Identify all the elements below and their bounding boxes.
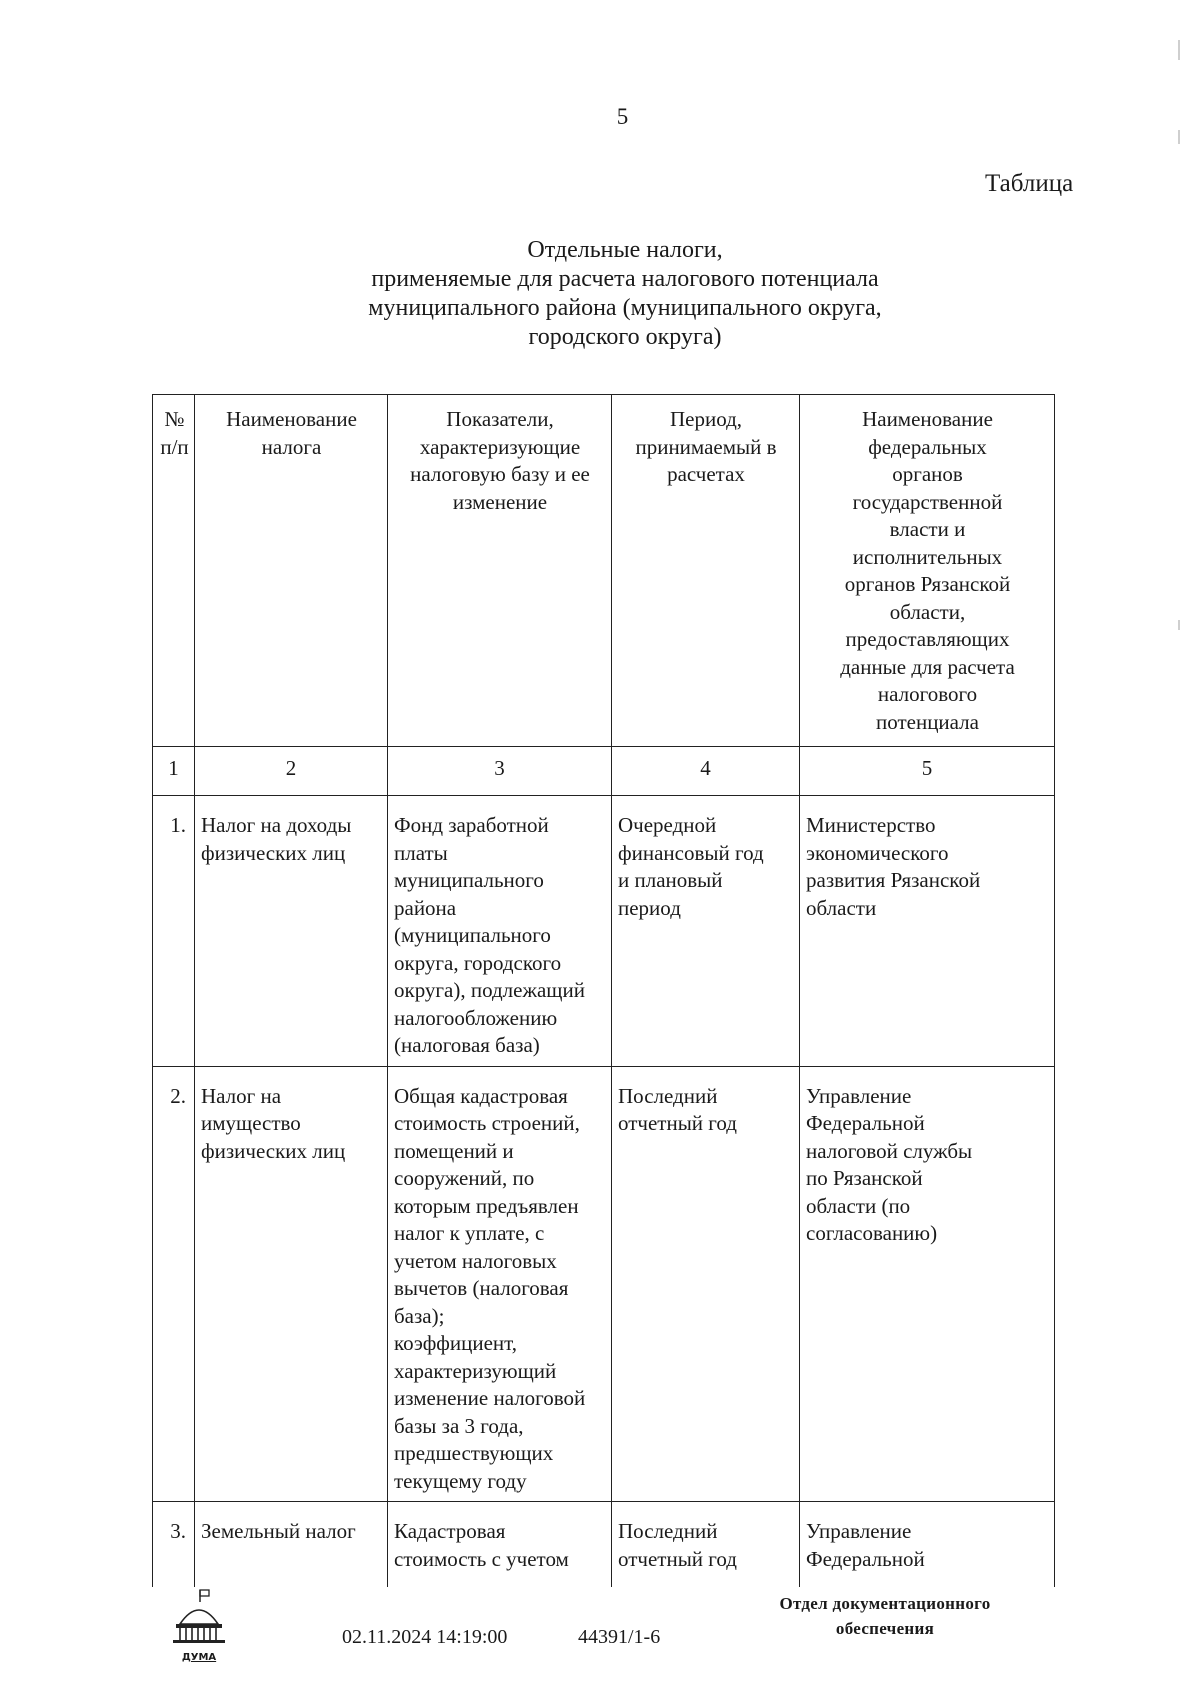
- column-number: 4: [612, 747, 800, 796]
- column-number: 3: [388, 747, 612, 796]
- footer-datetime: 02.11.2024 14:19:00: [342, 1626, 508, 1648]
- table-label: Таблица: [985, 170, 1074, 197]
- column-number: 1: [153, 747, 195, 796]
- title-line: городского округа): [528, 324, 722, 350]
- tax-table: [152, 394, 1055, 1587]
- stamp-line: обеспечения: [835, 1619, 935, 1638]
- row-indicators: Фонд заработной платы муниципального района (муниципального округа, городского округа), подлежащий налогообложению (налоговая база): [388, 796, 612, 1067]
- table-row: [153, 1066, 1055, 1502]
- table-header-row: [153, 395, 1055, 747]
- title-line: применяемые для расчета налогового потенциала: [371, 266, 879, 292]
- page-number: 5: [616, 104, 629, 129]
- header-cell-tax-name: Наименование налога: [195, 395, 388, 747]
- row-indicators: Общая кадастровая стоимость строений, помещений и сооружений, по которым предъявлен налог к уплате, с учетом налоговых вычетов (налоговая база); коэффициент, характеризующий изменение налоговой базы за 3 года, предшествующих текущему году: [388, 1066, 612, 1502]
- column-number: 5: [800, 747, 1055, 796]
- row-number: 3.: [153, 1502, 195, 1588]
- duma-logo-icon: [170, 1588, 228, 1654]
- title-line: муниципального района (муниципального округа,: [368, 295, 882, 321]
- scan-edge-mark: [1178, 620, 1180, 630]
- header-cell-number: № п/п: [153, 395, 195, 747]
- table-row: [153, 1502, 1055, 1588]
- column-number-row: [153, 747, 1055, 796]
- row-period: Очередной финансовый год и плановый период: [612, 796, 800, 1067]
- row-period: Последний отчетный год: [612, 1502, 800, 1588]
- header-cell-period: Период, принимаемый в расчетах: [612, 395, 800, 747]
- title-line: Отдельные налоги,: [527, 237, 723, 263]
- header-cell-authority: Наименование федеральных органов государственной власти и исполнительных органов Рязанской области, предоставляющих данные для расчета налогового потенциала: [800, 395, 1055, 747]
- row-indicators: Кадастровая стоимость с учетом: [388, 1502, 612, 1588]
- row-tax-name: Земельный налог: [195, 1502, 388, 1588]
- document-title: [230, 236, 1020, 352]
- footer-doc-code: 44391/1-6: [578, 1626, 661, 1648]
- table-row: [153, 796, 1055, 1067]
- row-number: 2.: [153, 1066, 195, 1502]
- row-period: Последний отчетный год: [612, 1066, 800, 1502]
- scan-edge-mark: [1178, 40, 1180, 60]
- column-number: 2: [195, 747, 388, 796]
- row-authority: Министерство экономического развития Рязанской области: [800, 796, 1055, 1067]
- department-stamp: [740, 1591, 1030, 1641]
- row-authority: Управление Федеральной: [800, 1502, 1055, 1588]
- logo-label: ДУМА: [181, 1652, 217, 1663]
- row-tax-name: Налог на доходы физических лиц: [195, 796, 388, 1067]
- stamp-line: Отдел документационного: [779, 1594, 991, 1613]
- row-authority: Управление Федеральной налоговой службы по Рязанской области (по согласованию): [800, 1066, 1055, 1502]
- header-cell-indicators: Показатели, характеризующие налоговую базу и ее изменение: [388, 395, 612, 747]
- row-number: 1.: [153, 796, 195, 1067]
- scan-edge-mark: [1178, 130, 1180, 144]
- row-tax-name: Налог на имущество физических лиц: [195, 1066, 388, 1502]
